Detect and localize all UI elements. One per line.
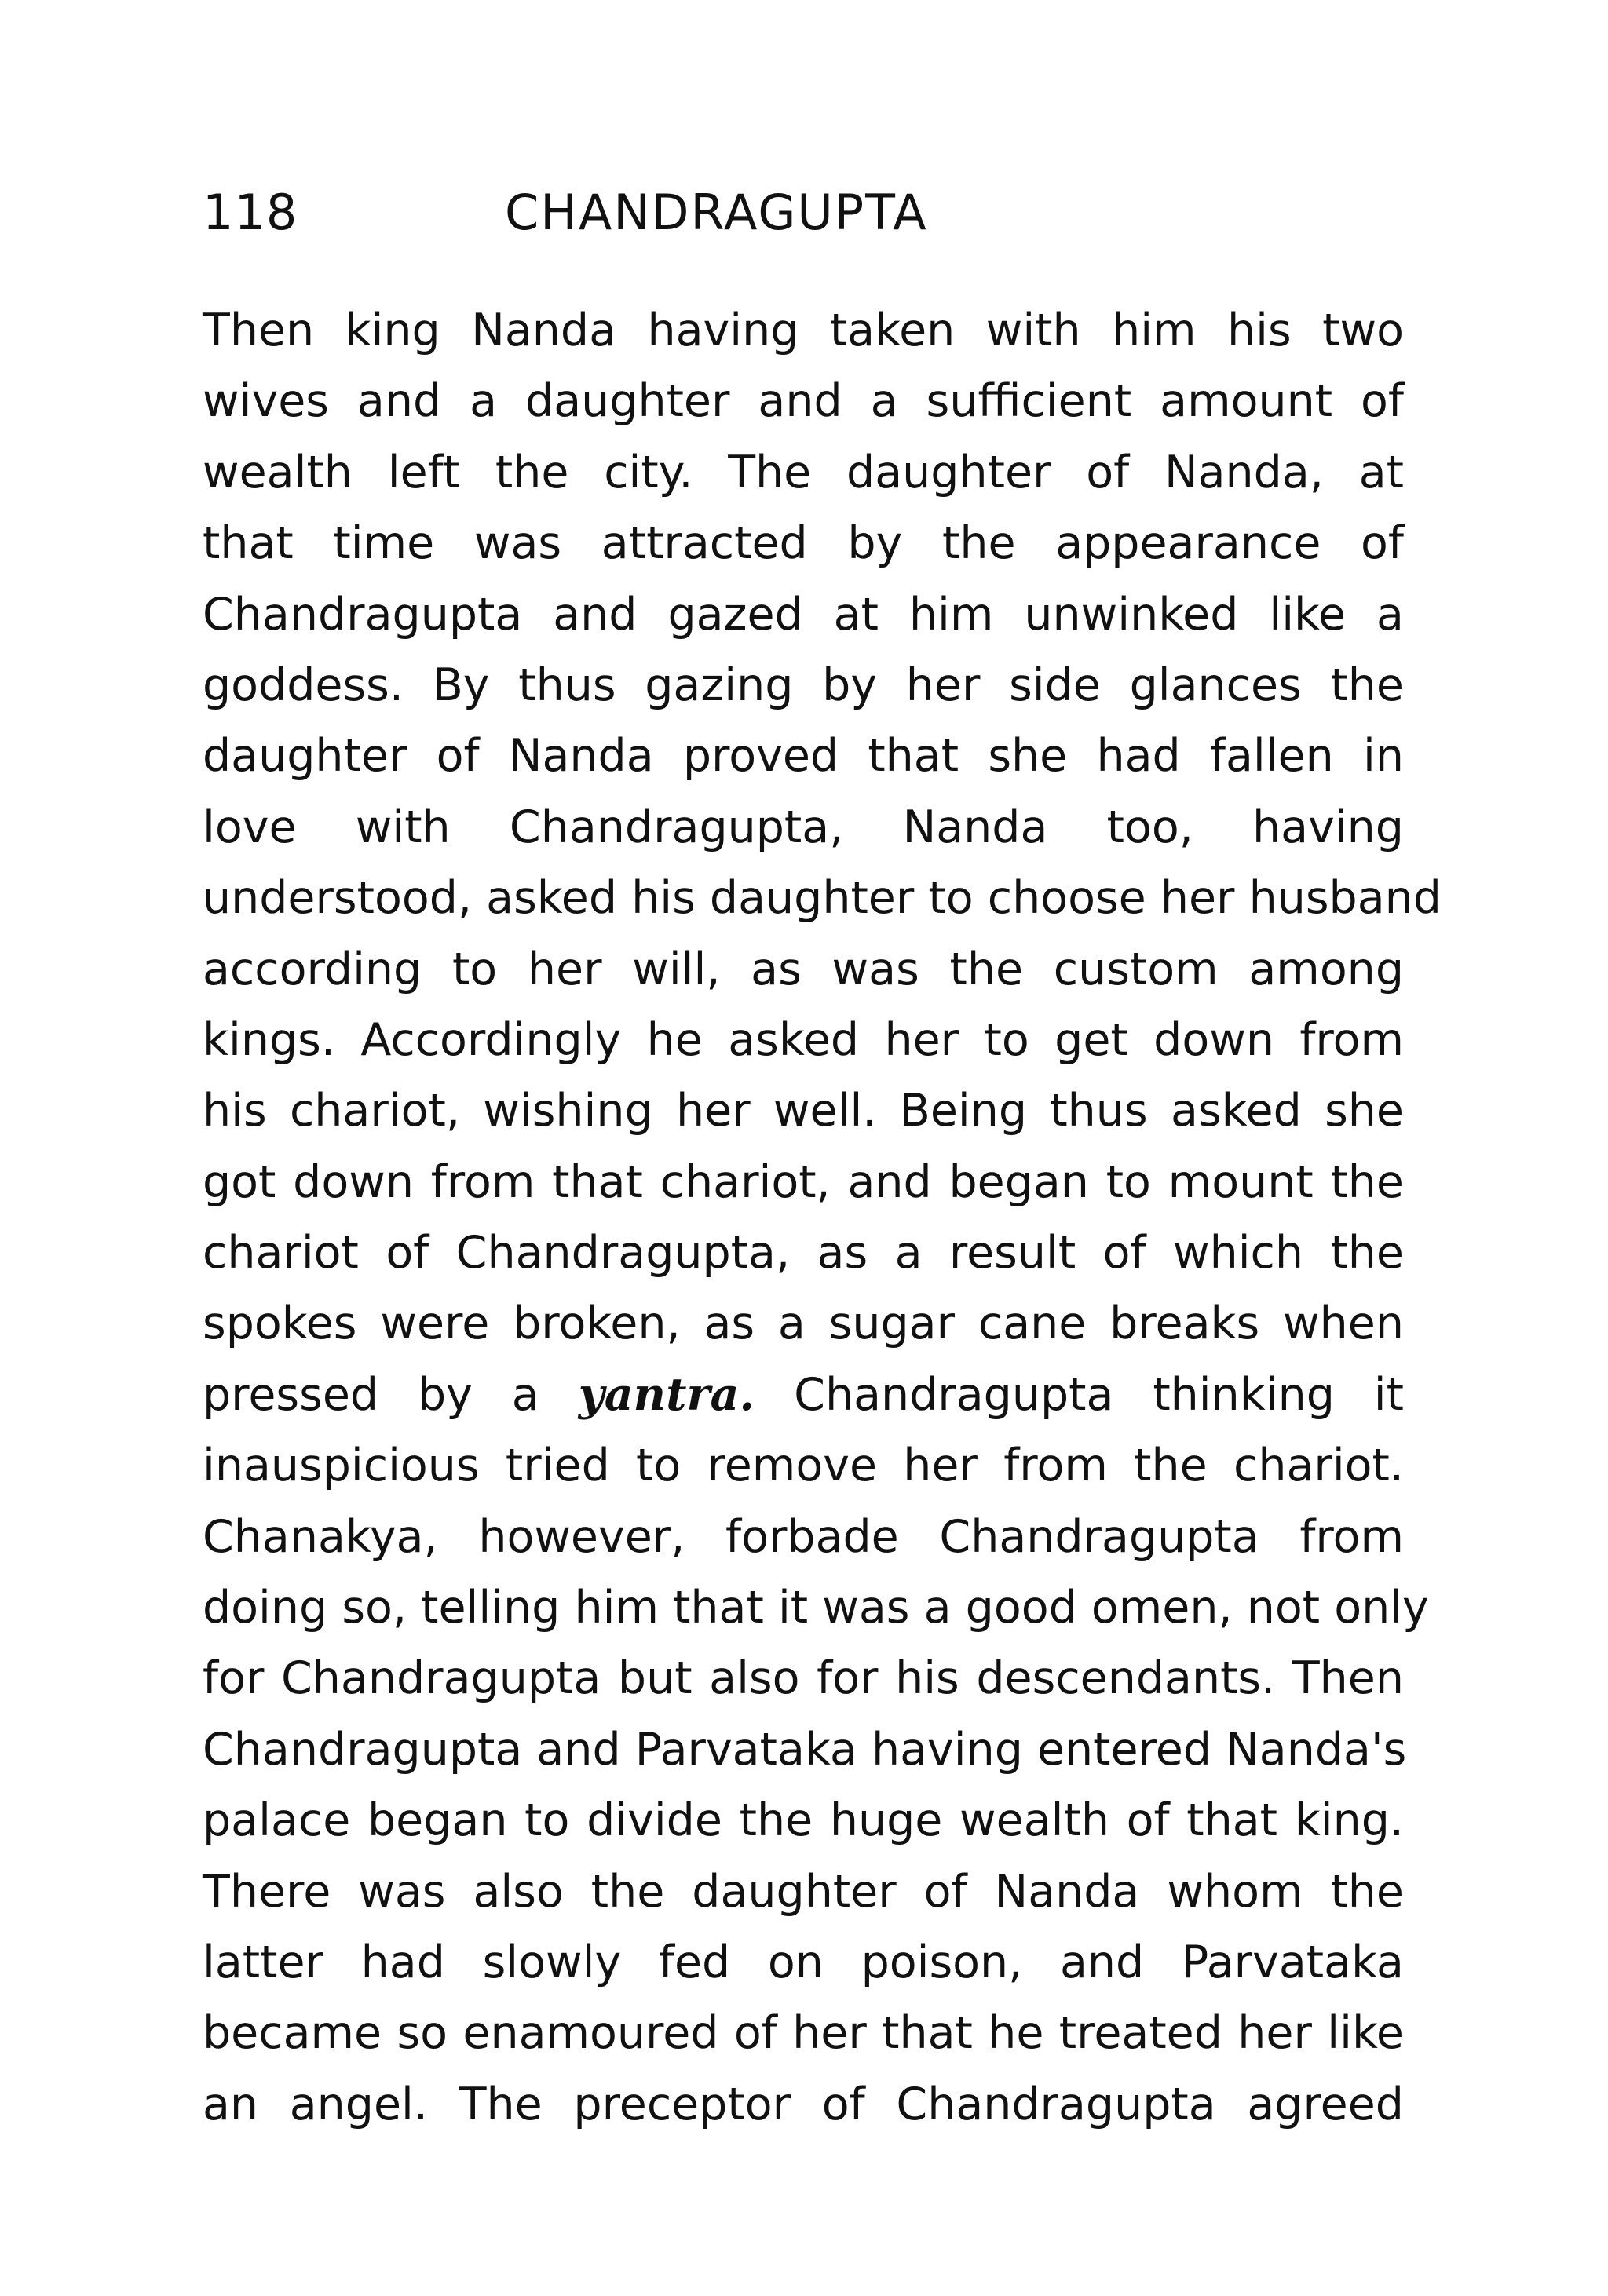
text-line: spokes were broken, as a sugar cane breaks when	[203, 1298, 1404, 1350]
text-line: got down from that chariot, and began to mount the	[203, 1155, 1404, 1208]
text-line: understood, asked his daughter to choose her husband	[203, 872, 1442, 925]
text-line: palace began to divide the huge wealth of that king.	[203, 1794, 1404, 1847]
text-line-with-italic	[203, 1360, 1404, 1430]
text-line: wives and a daughter and a sufficient amount of	[203, 375, 1404, 428]
text-line: There was also the daughter of Nanda whom the	[203, 1865, 1404, 1918]
text-line: chariot of Chandragupta, as a result of which the	[203, 1227, 1404, 1279]
text-line: Then king Nanda having taken with him his two	[203, 305, 1404, 356]
page-header	[203, 177, 1082, 248]
body-paragraph	[203, 295, 1442, 2140]
text-line: his chariot, wishing her well. Being thus asked she	[203, 1085, 1404, 1137]
text-line: daughter of Nanda proved that she had fallen in	[203, 730, 1404, 783]
text-line: latter had slowly fed on poison, and Parvataka	[203, 1936, 1404, 1988]
text-line: Chandragupta and Parvataka having entered Nanda's	[203, 1723, 1407, 1776]
text-line: that time was attracted by the appearance of	[203, 517, 1404, 570]
text-line: kings. Accordingly he asked her to get down from	[203, 1013, 1404, 1066]
text-line: love with Chandragupta, Nanda too, having	[203, 801, 1404, 853]
text-line: an angel. The preceptor of Chandragupta agreed	[203, 2078, 1404, 2130]
running-head: CHANDRAGUPTA	[505, 184, 928, 241]
text-line: goddess. By thus gazing by her side glances the	[203, 659, 1404, 711]
text-line: inauspicious tried to remove her from the chariot.	[203, 1440, 1404, 1492]
page-number: 118	[203, 184, 298, 241]
text-line: Chandragupta and gazed at him unwinked like a	[203, 588, 1404, 641]
text-segment: pressed by a	[203, 1368, 579, 1421]
italic-term: yantra.	[578, 1367, 755, 1421]
text-line: Chanakya, however, forbade Chandragupta from	[203, 1510, 1404, 1563]
text-line: wealth left the city. The daughter of Nanda, at	[203, 446, 1404, 498]
text-line: according to her will, as was the custom among	[203, 943, 1404, 995]
text-line: for Chandragupta but also for his descendants. Then	[203, 1652, 1404, 1705]
text-line: became so enamoured of her that he treated her like	[203, 2007, 1404, 2060]
text-segment: Chandragupta thinking it	[755, 1368, 1404, 1421]
text-line: doing so, telling him that it was a good omen, not only	[203, 1582, 1429, 1634]
